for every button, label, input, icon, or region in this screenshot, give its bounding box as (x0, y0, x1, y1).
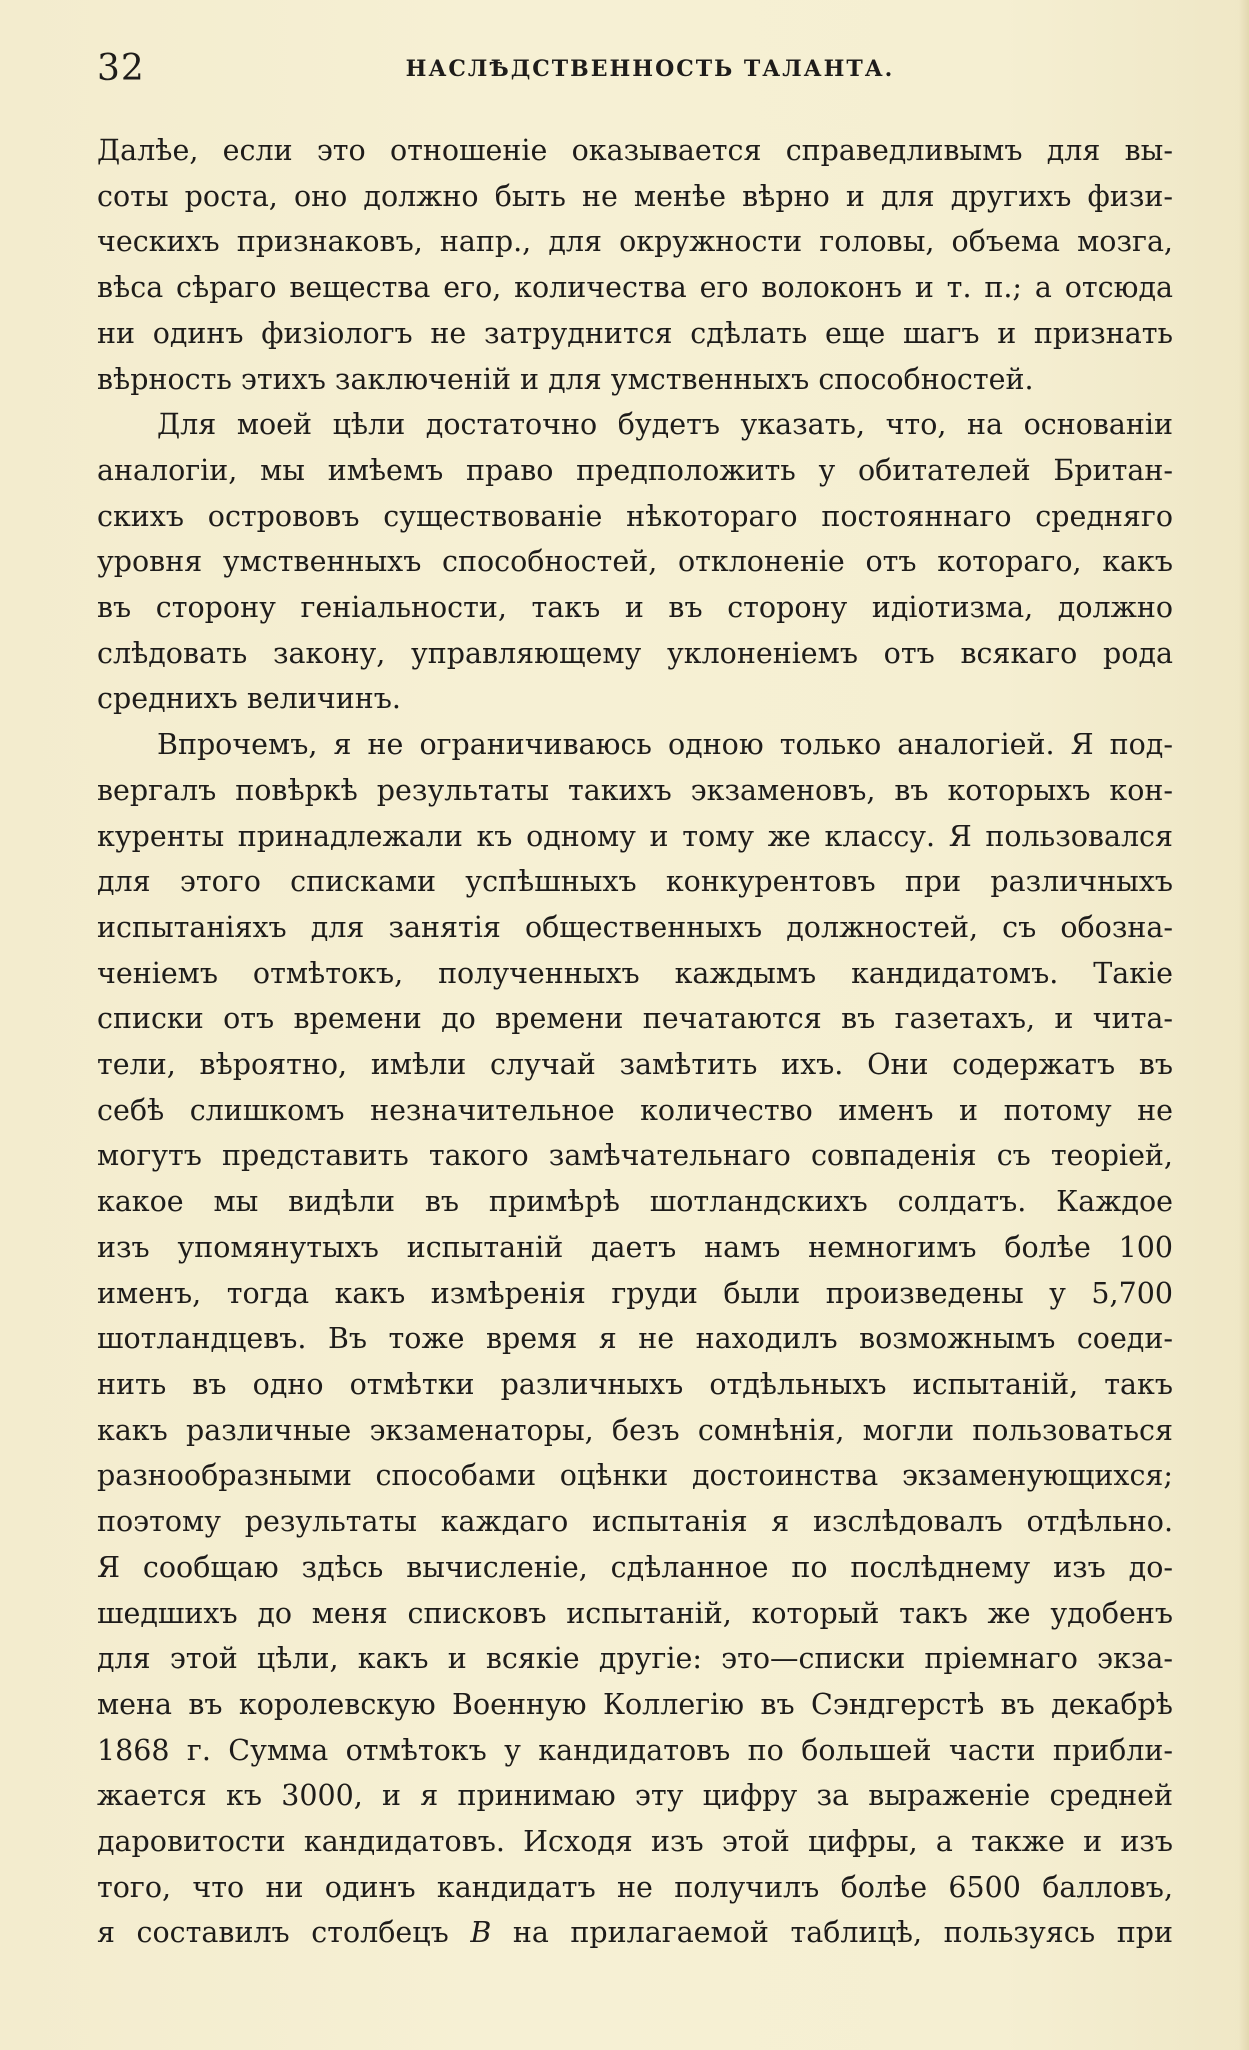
text-line: поэтому результаты каждаго испытанія я изслѣдовалъ отдѣльно. (97, 1505, 1173, 1539)
text-line: жается къ 3000, и я принимаю эту цифру за выраженіе средней (97, 1779, 1173, 1813)
body-text (97, 128, 1173, 1956)
text-line: соты роста, оно должно быть не менѣе вѣрно и для другихъ физи- (97, 179, 1173, 213)
text-line: могутъ представить такого замѣчательнаго совпаденія съ теоріей, (97, 1139, 1173, 1173)
text-line: аналогіи, мы имѣемъ право предположить у обитателей Британ- (97, 453, 1173, 487)
text-line: испытаніяхъ для занятія общественныхъ должностей, съ обозна- (97, 910, 1173, 944)
text-line: шедшихъ до меня списковъ испытаній, который такъ же удобенъ (97, 1596, 1173, 1630)
text-line: вергалъ повѣркѣ результаты такихъ экзаменовъ, въ которыхъ кон- (97, 773, 1173, 807)
text-line: вѣрность этихъ заключеній и для умственныхъ способностей. (97, 362, 1034, 396)
text-line: того, что ни одинъ кандидатъ не получилъ болѣе 6500 балловъ, (97, 1870, 1173, 1904)
text-line: тели, вѣроятно, имѣли случай замѣтить ихъ. Они содержатъ въ (97, 1048, 1173, 1082)
text-line: шотландцевъ. Въ тоже время я не находилъ возможнымъ соеди- (97, 1322, 1173, 1356)
text-line: даровитости кандидатовъ. Исходя изъ этой цифры, а также и изъ (97, 1825, 1173, 1859)
text-line: для этого списками успѣшныхъ конкурентовъ при различныхъ (97, 865, 1173, 899)
text-line-final (97, 1910, 1173, 1956)
text-line: мена въ королевскую Военную Коллегію въ Сэндгерстѣ въ декабрѣ (97, 1687, 1173, 1721)
text-line: Далѣе, если это отношеніе оказывается справедливымъ для вы- (97, 134, 1173, 167)
text-line: нить въ одно отмѣтки различныхъ отдѣльныхъ испытаній, такъ (97, 1367, 1173, 1401)
text-line: себѣ слишкомъ незначительное количество именъ и потому не (97, 1093, 1173, 1127)
text-line: для этой цѣли, какъ и всякіе другіе: это—списки пріемнаго экза- (97, 1642, 1173, 1676)
text-line: разнообразными способами оцѣнки достоинства экзаменующихся; (97, 1459, 1173, 1493)
text-line: въ сторону геніальности, такъ и въ сторону идіотизма, должно (97, 591, 1173, 625)
text-line: ческихъ признаковъ, напр., для окружности головы, объема мозга, (97, 225, 1173, 259)
column-letter: B (470, 1916, 492, 1950)
text-line: среднихъ величинъ. (97, 682, 401, 716)
page-edge-shadow (1239, 0, 1249, 2050)
text-line: Я сообщаю здѣсь вычисленіе, сдѣланное по послѣднему изъ до- (97, 1550, 1173, 1584)
text-line: скихъ острововъ существованіе нѣкотораго постояннаго средняго (97, 499, 1173, 533)
text-line: именъ, тогда какъ измѣренія груди были произведены у 5,700 (97, 1276, 1173, 1310)
text-line: 1868 г. Сумма отмѣтокъ у кандидатовъ по большей части прибли- (97, 1733, 1173, 1767)
text-line: какъ различные экзаменаторы, безъ сомнѣнія, могли пользоваться (97, 1413, 1173, 1447)
text-line: ни одинъ физіологъ не затруднится сдѣлать еще шагъ и признать (97, 316, 1173, 350)
text-line: Для моей цѣли достаточно будетъ указать, что, на основаніи (157, 408, 1173, 442)
text-line: списки отъ времени до времени печатаются въ газетахъ, и чита- (97, 1002, 1173, 1036)
final-line-end: на прилагаемой таблицѣ, пользуясь при (491, 1916, 1173, 1950)
text-line: уровня умственныхъ способностей, отклоненіе отъ котораго, какъ (97, 545, 1173, 579)
text-line: изъ упомянутыхъ испытаній даетъ намъ немногимъ болѣе 100 (97, 1230, 1173, 1264)
text-line: вѣса сѣраго вещества его, количества его волоконъ и т. п.; а отсюда (97, 271, 1173, 305)
text-line: слѣдовать закону, управляющему уклоненіемъ отъ всякаго рода (97, 636, 1173, 670)
page-number: 32 (97, 48, 145, 89)
page-header (97, 48, 1173, 98)
final-line-start: я составилъ столбецъ (97, 1916, 471, 1950)
text-line: Впрочемъ, я не ограничиваюсь одною только аналогіей. Я под- (157, 728, 1173, 762)
text-line: куренты принадлежали къ одному и тому же классу. Я пользовался (97, 819, 1173, 853)
text-line: какое мы видѣли въ примѣрѣ шотландскихъ солдатъ. Каждое (97, 1185, 1173, 1219)
text-line: ченіемъ отмѣтокъ, полученныхъ каждымъ кандидатомъ. Такіе (97, 956, 1173, 990)
running-title: НАСЛѢДСТВЕННОСТЬ ТАЛАНТА. (405, 56, 895, 82)
